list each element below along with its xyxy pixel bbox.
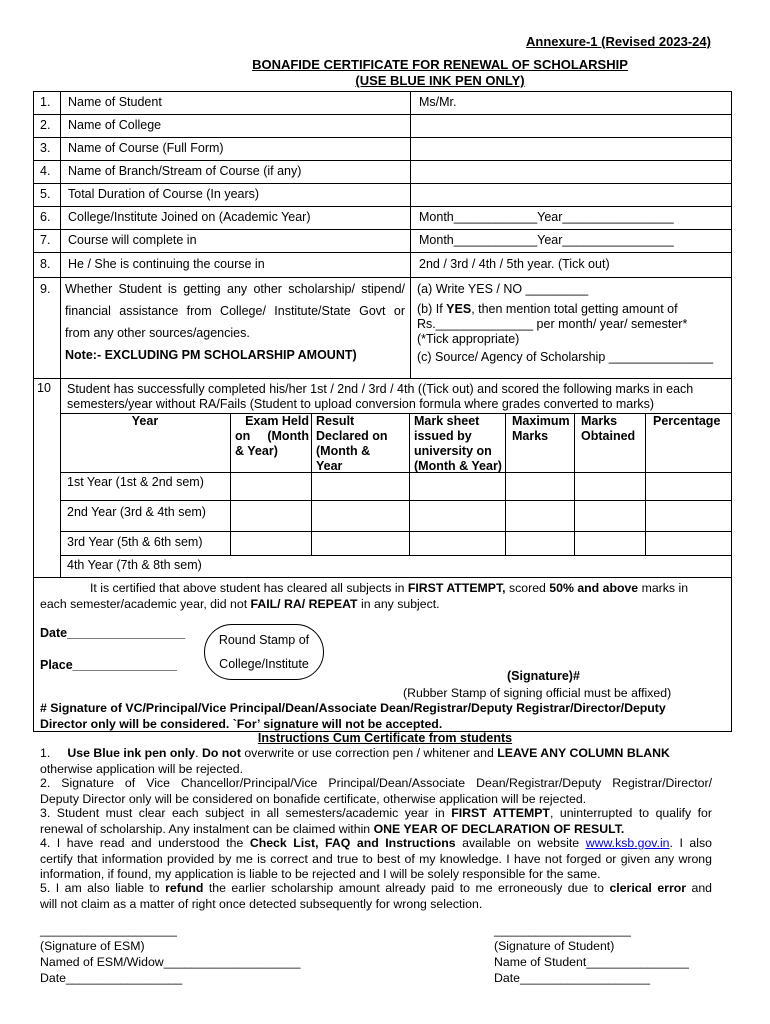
b-yes: YES — [446, 302, 472, 316]
row-label: College/Institute Joined on (Academic Year) — [68, 210, 311, 224]
certify-fail: FAIL/ RA/ REPEAT — [250, 597, 358, 611]
instr-4-t1: 4. I have read and understood the — [40, 836, 250, 850]
instr-1-number: 1. — [40, 746, 51, 760]
exam-held-line-2: on (Month — [235, 429, 309, 443]
marks-obtained-line-1: Marks — [581, 414, 618, 428]
row-label: Total Duration of Course (In years) — [68, 187, 260, 201]
instr-1-b2: Do not — [201, 746, 241, 760]
ksb-website-link[interactable]: www.ksb.gov.in — [585, 836, 670, 850]
instr-5-b1: refund — [165, 881, 204, 895]
col-mark-sheet — [414, 414, 502, 474]
row9-line-3: from any other sources/agencies. — [65, 326, 250, 340]
instr-4-t3: . I also — [669, 836, 712, 850]
row-number: 10 — [37, 381, 51, 395]
instr-3-t3: renewal of scholarship. Any instalment can be claimed within — [40, 821, 374, 836]
row-label: Name of Student — [68, 95, 162, 109]
student-signature-label: (Signature of Student) — [494, 939, 615, 953]
b-line-3: (*Tick appropriate) — [417, 332, 520, 346]
result-line-4: Year — [316, 459, 343, 473]
result-line-3: (Month & — [316, 444, 371, 458]
student-date-field[interactable]: Date___________________ — [494, 971, 650, 985]
instruction-1 — [40, 746, 712, 777]
esm-date-field[interactable]: Date_________________ — [40, 971, 183, 985]
instr-4-b1: Check List, FAQ and Instructions — [249, 836, 456, 850]
duration-field[interactable] — [419, 187, 719, 202]
certify-fifty: 50% and above — [549, 581, 639, 595]
certify-statement — [40, 580, 730, 612]
date-field[interactable]: Date_________________ — [40, 626, 186, 640]
b-post: , then mention total getting amount of — [471, 302, 678, 316]
rubber-stamp-note: (Rubber Stamp of signing official must be affixed) — [403, 686, 672, 700]
instructions-title: Instructions Cum Certificate from students — [257, 731, 513, 745]
student-name-sign-field[interactable]: Name of Student_______________ — [494, 955, 689, 969]
college-name-field[interactable] — [419, 118, 719, 133]
instr-1-t1: . — [195, 746, 202, 760]
esm-signature-block — [40, 922, 300, 986]
col-exam-held — [235, 414, 309, 459]
instr-3-b2: ONE YEAR OF DECLARATION OF RESULT. — [373, 821, 625, 836]
instr-2-line-1: 2. Signature of Vice Chancellor/Principal/Vice Principal/Dean/Associate Dean/Registrar/Deputy Registrar/Director/ — [40, 776, 712, 790]
certify-t8: in any subject. — [357, 597, 440, 611]
col-marks-obtained — [581, 414, 635, 444]
instruction-3 — [40, 806, 712, 837]
esm-signature-label: (Signature of ESM) — [40, 939, 145, 953]
course-name-field[interactable] — [419, 141, 719, 156]
instr-3-t2: , uninterrupted to qualify for — [549, 806, 712, 820]
stamp-line-2: College/Institute — [219, 657, 309, 671]
b-prefix: (b) If — [417, 302, 447, 316]
place-field[interactable]: Place_______________ — [40, 658, 177, 672]
row-number: 8. — [40, 257, 51, 271]
instr-5-line-2: will not claim as a matter of right once detected subsequently for wrong selection. — [40, 896, 483, 911]
signatory-note-2: Director only will be considered. `For’ signature will not be accepted. — [40, 717, 443, 731]
instr-5-t3: and — [686, 881, 713, 895]
result-line-1: Result — [316, 414, 355, 428]
mark-sheet-line-2: issued by — [414, 429, 472, 443]
student-name-field[interactable]: Ms/Mr. — [419, 95, 457, 109]
mark-sheet-line-3: university on — [414, 444, 492, 458]
row10-line-1: Student has successfully completed his/her 1st / 2nd / 3rd / 4th ((Tick out) and scored the following marks in each — [67, 382, 694, 396]
branch-field[interactable] — [419, 164, 719, 179]
row9-line-2: financial assistance from College/ Institute/State Govt or — [65, 304, 405, 318]
certify-t6: each semester/academic year, did not — [40, 597, 251, 611]
instr-3-b1: FIRST ATTEMPT — [451, 806, 550, 820]
row-number: 7. — [40, 233, 51, 247]
instr-1-t2: overwrite or use correction pen / whitener and — [240, 746, 498, 760]
instr-1-t3: otherwise application will be rejected. — [40, 761, 244, 776]
instruction-5 — [40, 881, 712, 912]
instr-2-line-2: Deputy Director only will be considered on bonafide certificate, otherwise application will be rejected. — [40, 791, 587, 806]
row-number: 6. — [40, 210, 51, 224]
table-row-year-3: 3rd Year (5th & 6th sem) — [67, 535, 203, 549]
student-signature-block — [494, 922, 689, 986]
marks-obtained-line-2: Obtained — [581, 429, 636, 443]
esm-name-field[interactable]: Named of ESM/Widow____________________ — [40, 955, 301, 969]
annexure-label: Annexure-1 (Revised 2023-24) — [526, 34, 711, 49]
scholarship-source-field[interactable]: (c) Source/ Agency of Scholarship _______________ — [417, 350, 714, 364]
result-line-2: Declared on — [316, 429, 388, 443]
table-row-year-2: 2nd Year (3rd & 4th sem) — [67, 505, 206, 519]
row-label: Course will complete in — [68, 233, 197, 247]
table-row-year-4: 4th Year (7th & 8th sem) — [67, 558, 202, 572]
stamp-placeholder — [204, 624, 324, 680]
row-label: Name of Course (Full Form) — [68, 141, 224, 155]
mark-sheet-line-4: (Month & Year) — [414, 459, 502, 473]
exam-held-line-3: & Year) — [235, 444, 278, 458]
row-label: Name of College — [68, 118, 162, 132]
stamp-line-1: Round Stamp of — [218, 633, 310, 647]
joined-on-field[interactable]: Month____________Year________________ — [419, 210, 674, 224]
instr-5-t2: the earlier scholarship amount already paid to me erroneously due to — [203, 881, 610, 895]
row9-note: Note:- EXCLUDING PM SCHOLARSHIP AMOUNT) — [65, 348, 357, 362]
instruction-2 — [40, 776, 712, 807]
signatory-note-1: # Signature of VC/Principal/Vice Principal/Dean/Associate Dean/Registrar/Deputy Registrar/Director/Deputy — [40, 701, 666, 715]
max-marks-line-1: Maximum — [512, 414, 570, 428]
instr-1-b1: Use Blue ink pen only — [67, 746, 196, 760]
complete-in-field[interactable]: Month____________Year________________ — [419, 233, 674, 247]
row-number: 9. — [40, 282, 51, 296]
instr-5-t1: 5. I am also liable to — [40, 881, 166, 895]
instruction-4 — [40, 836, 712, 883]
row-number: 2. — [40, 118, 51, 132]
esm-signature-line[interactable]: ____________________ — [40, 923, 177, 937]
page-title: BONAFIDE CERTIFICATE FOR RENEWAL OF SCHOLARSHIP — [252, 57, 628, 72]
exam-held-line-1: Exam Held — [245, 414, 309, 428]
certify-first-attempt: FIRST ATTEMPT, — [407, 581, 506, 595]
row9-line-1: Whether Student is getting any other scholarship/ stipend/ — [65, 282, 405, 296]
instr-5-b2: clerical error — [609, 881, 687, 895]
signature-label: (Signature)# — [507, 669, 580, 683]
row-label: Name of Branch/Stream of Course (if any) — [68, 164, 302, 178]
instr-4-t2: available on website — [455, 836, 586, 850]
instr-3-t1: 3. Student must clear each subject in all semesters/academic year in — [40, 806, 452, 820]
row-number: 4. — [40, 164, 51, 178]
max-marks-line-2: Marks — [512, 429, 549, 443]
row10-line-2: semesters/year without RA/Fails (Student to upload conversion formula where grades converted to marks) — [67, 397, 655, 411]
instr-4-line-3: information, if found, my application is liable to be rejected and I will be solely responsible for the same. — [40, 867, 601, 881]
student-signature-line[interactable]: ____________________ — [494, 923, 631, 937]
scholarship-amount-field[interactable] — [417, 302, 727, 347]
certify-t3: scored — [505, 581, 550, 595]
row-label: He / She is continuing the course in — [68, 257, 265, 271]
col-max-marks — [512, 414, 570, 444]
col-year: Year — [131, 414, 159, 428]
col-percentage: Percentage — [653, 414, 721, 428]
scholarship-yes-no-field[interactable]: (a) Write YES / NO _________ — [417, 282, 589, 296]
certify-t5: marks in — [638, 581, 689, 595]
b-line-2: Rs.______________ per month/ year/ semester* — [417, 317, 688, 331]
mark-sheet-line-1: Mark sheet — [414, 414, 480, 428]
continuing-year-field[interactable]: 2nd / 3rd / 4th / 5th year. (Tick out) — [419, 257, 610, 271]
instr-1-b3: LEAVE ANY COLUMN BLANK — [497, 746, 670, 760]
col-result — [316, 414, 388, 474]
row-number: 5. — [40, 187, 51, 201]
certify-t1: It is certified that above student has cleared all subjects in — [90, 581, 408, 595]
page-subtitle: (USE BLUE INK PEN ONLY) — [355, 73, 525, 88]
row-number: 3. — [40, 141, 51, 155]
instr-4-line-2: certify that information provided by me is correct and true to best of my knowledge. I have not forged or given any wrong — [40, 851, 712, 866]
row-number: 1. — [40, 95, 51, 109]
table-row-year-1: 1st Year (1st & 2nd sem) — [67, 475, 204, 489]
